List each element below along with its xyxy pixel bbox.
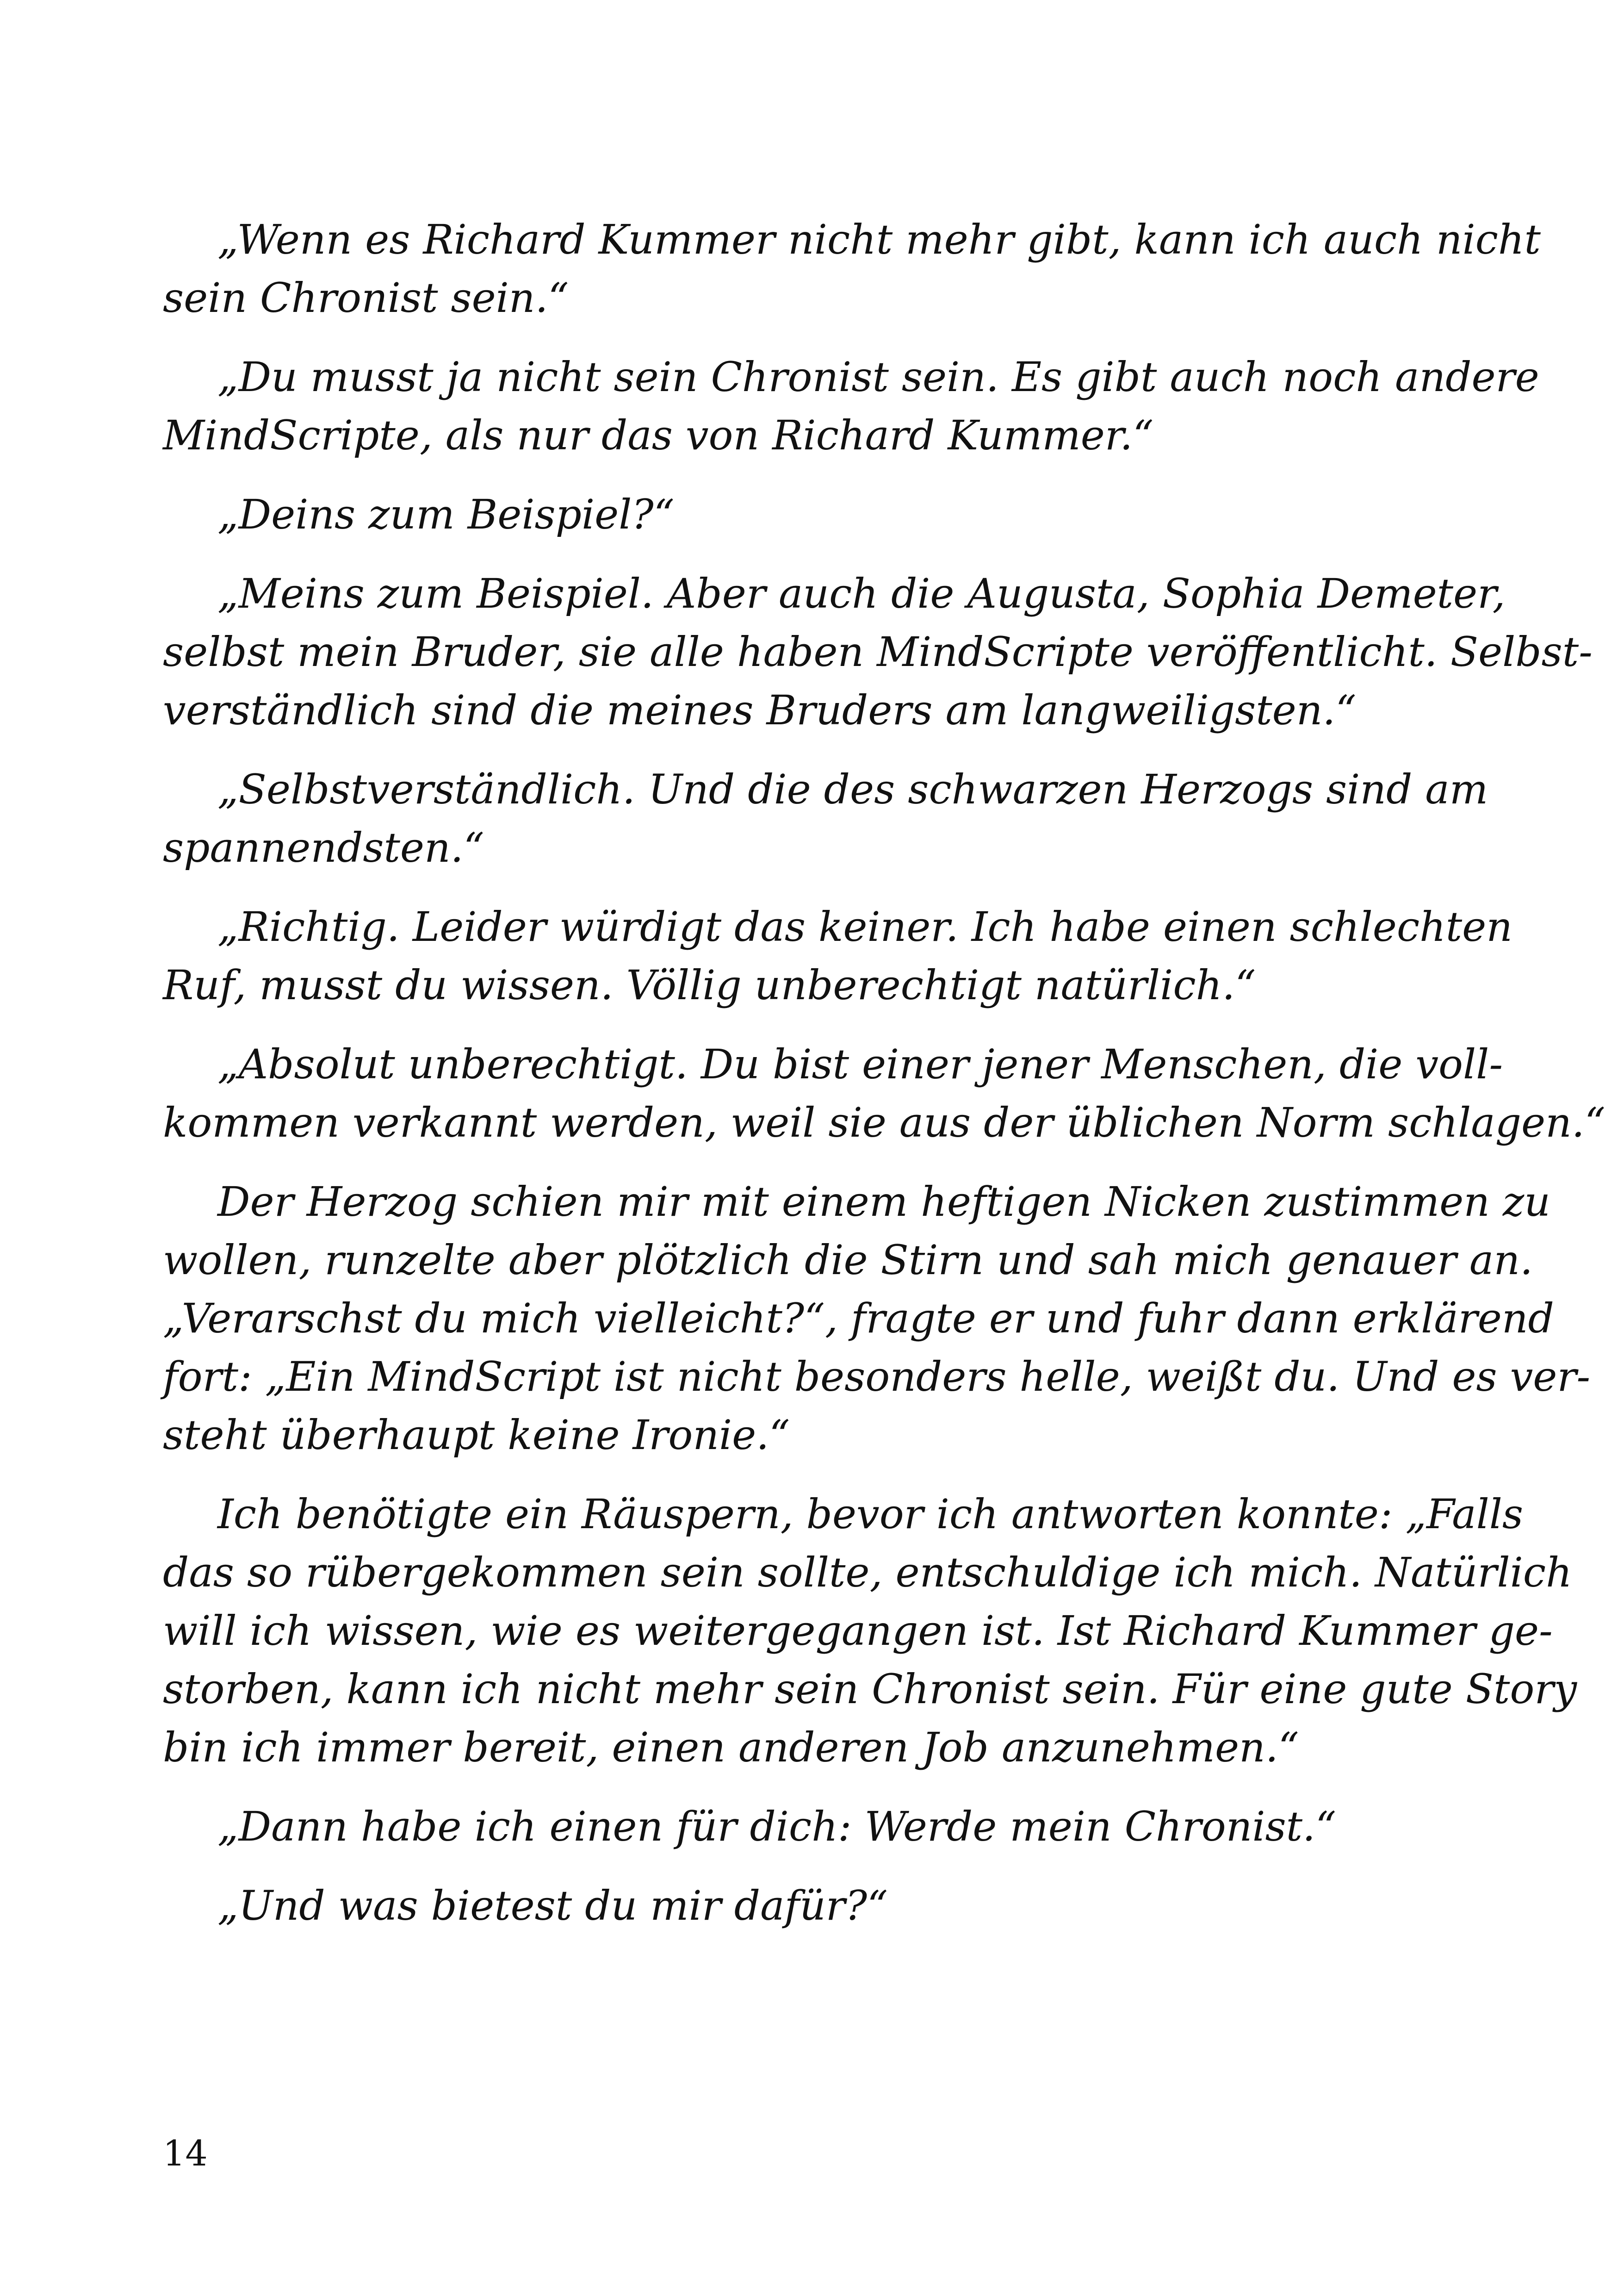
text-line: spannendsten.“ [163,824,484,871]
text-line: will ich wissen, wie es weitergegangen ist. Ist Richard Kummer ge- [163,1607,1553,1655]
text-line: „Deins zum Beispiel?“ [217,491,675,538]
text-line: verständlich sind die meines Bruders am langweiligsten.“ [163,686,1357,734]
text-line: Der Herzog schien mir mit einem heftigen Nicken zustimmen zu [217,1178,1550,1226]
paragraph [163,898,1513,1014]
paragraph [163,1035,1606,1152]
paragraph [163,565,1593,740]
text-line: MindScripte, als nur das von Richard Kummer.“ [163,411,1154,459]
text-line: sein Chronist sein.“ [163,274,569,322]
text-line: selbst mein Bruder, sie alle haben MindScripte veröffentlicht. Selbst- [163,628,1593,676]
paragraph [163,348,1539,465]
text-line: kommen verkannt werden, weil sie aus der üblichen Norm schlagen.“ [163,1099,1606,1146]
text-line: „Du musst ja nicht sein Chronist sein. Es gibt auch noch andere [217,353,1539,401]
text-line: „Und was bietest du mir dafür?“ [217,1882,888,1929]
text-line: „Richtig. Leider würdigt das keiner. Ich habe einen schlechten [217,903,1513,951]
text-line: fort: „Ein MindScript ist nicht besonders helle, weißt du. Und es ver- [163,1353,1591,1400]
text-line: „Wenn es Richard Kummer nicht mehr gibt, kann ich auch nicht [217,216,1541,263]
paragraph [163,1798,1431,1856]
paragraph [163,1173,1591,1464]
text-line: „Verarschst du mich vielleicht?“, fragte er und fuhr dann erklärend [163,1294,1554,1342]
text-line: Ruf, musst du wissen. Völlig unberechtigt natürlich.“ [163,961,1256,1009]
text-line: „Dann habe ich einen für dich: Werde mein Chronist.“ [217,1803,1336,1850]
text-line: „Selbstverständlich. Und die des schwarzen Herzogs sind am [217,765,1488,813]
paragraph [163,1877,1431,1935]
body-text [163,211,1606,1956]
paragraph [163,760,1488,877]
paragraph [163,1485,1577,1777]
text-line: storben, kann ich nicht mehr sein Chronist sein. Für eine gute Story [163,1665,1577,1713]
paragraph [163,485,1431,544]
text-line: wollen, runzelte aber plötzlich die Stirn und sah mich genauer an. [163,1236,1533,1284]
text-line: steht überhaupt keine Ironie.“ [163,1411,790,1459]
text-line: Ich benötigte ein Räuspern, bevor ich antworten konnte: „Falls [217,1490,1524,1538]
text-line: bin ich immer bereit, einen anderen Job anzunehmen.“ [163,1724,1299,1771]
text-line: das so rübergekommen sein sollte, entschuldige ich mich. Natürlich [163,1549,1572,1596]
paragraph [163,211,1541,327]
text-line: „Absolut unberechtigt. Du bist einer jener Menschen, die voll- [217,1040,1503,1088]
text-line: „Meins zum Beispiel. Aber auch die Augusta, Sophia Demeter, [217,570,1506,617]
page-number: 14 [163,2133,208,2174]
